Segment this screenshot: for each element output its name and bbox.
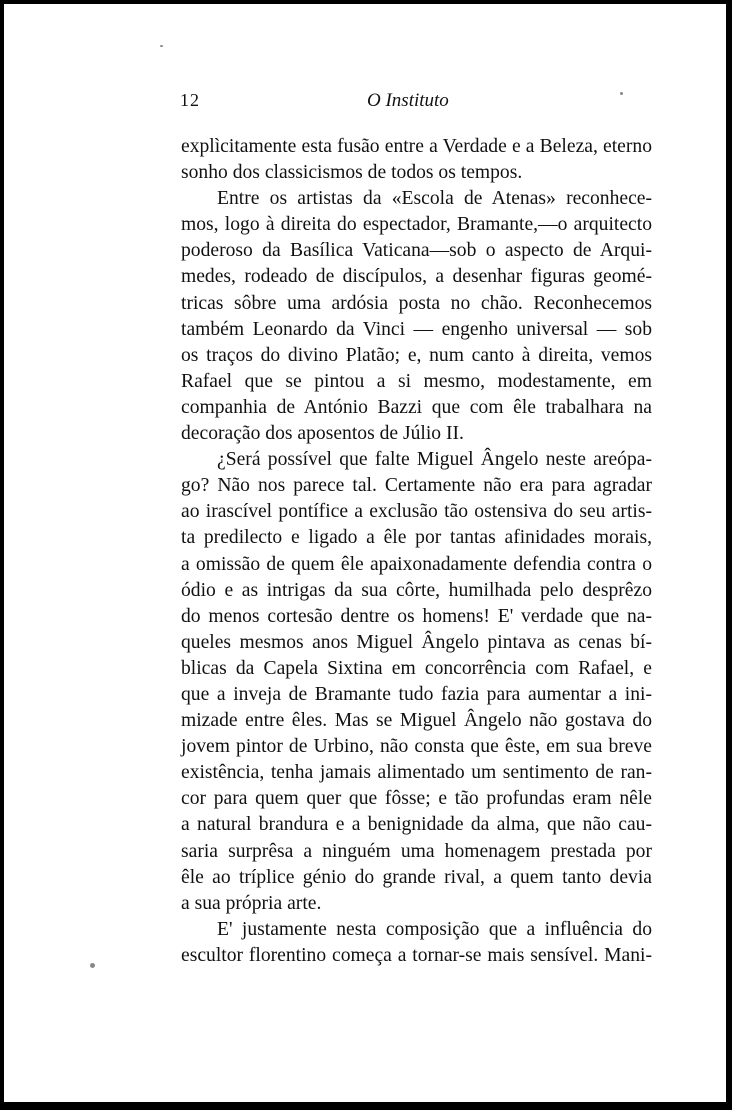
- text-line: blicas da Capela Sixtina em concorrência com Rafael, e: [181, 657, 652, 679]
- text-line: jovem pintor de Urbino, não consta que êste, em sua breve: [181, 736, 652, 758]
- running-title: O Instituto: [367, 90, 449, 111]
- text-line: os traços do divino Platão; e, num canto à direita, vemos: [181, 344, 652, 366]
- text-line: explìcitamente esta fusão entre a Verdade e a Beleza, eterno: [181, 136, 652, 157]
- page-number: 12: [180, 90, 200, 110]
- text-line: decoração dos aposentos de Júlio II.: [181, 423, 464, 445]
- text-line: ao irascível pontífice a exclusão tão ostensiva do seu artis-: [181, 501, 652, 523]
- text-line: que a inveja de Bramante tudo fazia para aumentar a ini-: [181, 683, 652, 705]
- text-line: a natural brandura e a benignidade da alma, que não cau-: [181, 814, 652, 836]
- text-line: tricas sôbre uma ardósia posta no chão. Reconhecemos: [181, 292, 652, 314]
- text-line: Entre os artistas da «Escola de Atenas» reconhece-: [217, 188, 652, 210]
- text-line: a sua própria arte.: [181, 892, 322, 914]
- text-line: E' justamente nesta composição que a influência do: [217, 918, 652, 940]
- scan-speck: [620, 92, 623, 95]
- text-line: existência, tenha jamais alimentado um sentimento de ran-: [181, 762, 652, 784]
- text-line: mos, logo à direita do espectador, Bramante,—o arquitecto: [181, 214, 652, 236]
- text-line: escultor florentino começa a tornar-se mais sensível. Mani-: [181, 944, 652, 966]
- text-line: a omissão de quem êle apaixonadamente defendia contra o: [181, 553, 652, 575]
- text-line: cor para quem quer que fôsse; e tão profundas eram nêle: [181, 788, 652, 810]
- text-line: êle ao tríplice génio do grande rival, a quem tanto devia: [181, 866, 652, 888]
- text-line: mizade entre êles. Mas se Miguel Ângelo não gostava do: [181, 710, 652, 732]
- text-line: ta predilecto e ligado a êle por tantas afinidades morais,: [181, 527, 652, 549]
- text-line: Rafael que se pintou a si mesmo, modestamente, em: [181, 370, 652, 392]
- scan-speck: [90, 963, 95, 968]
- text-line: ódio e as intrigas da sua côrte, humilhada pelo desprêzo: [181, 579, 652, 601]
- text-line: queles mesmos anos Miguel Ângelo pintava as cenas bí-: [181, 631, 652, 653]
- text-line: sonho dos classicismos de todos os tempos.: [181, 162, 523, 184]
- text-line: poderoso da Basílica Vaticana—sob o aspecto de Arqui-: [181, 240, 652, 262]
- text-line: medes, rodeado de discípulos, a desenhar figuras geomé-: [181, 266, 652, 288]
- text-line: do menos cortesão dentre os homens! E' verdade que na-: [181, 605, 652, 627]
- text-line: também Leonardo da Vinci — engenho universal — sob: [181, 318, 652, 340]
- text-line: saria surprêsa a ninguém uma homenagem prestada por: [181, 840, 652, 862]
- scan-speck: [160, 45, 163, 47]
- body-text: [181, 134, 652, 969]
- text-line: go? Não nos parece tal. Certamente não era para agradar: [181, 475, 652, 497]
- text-line: ¿Será possível que falte Miguel Ângelo neste areópa-: [217, 449, 652, 471]
- text-line: companhia de António Bazzi que com êle trabalhara na: [181, 396, 652, 418]
